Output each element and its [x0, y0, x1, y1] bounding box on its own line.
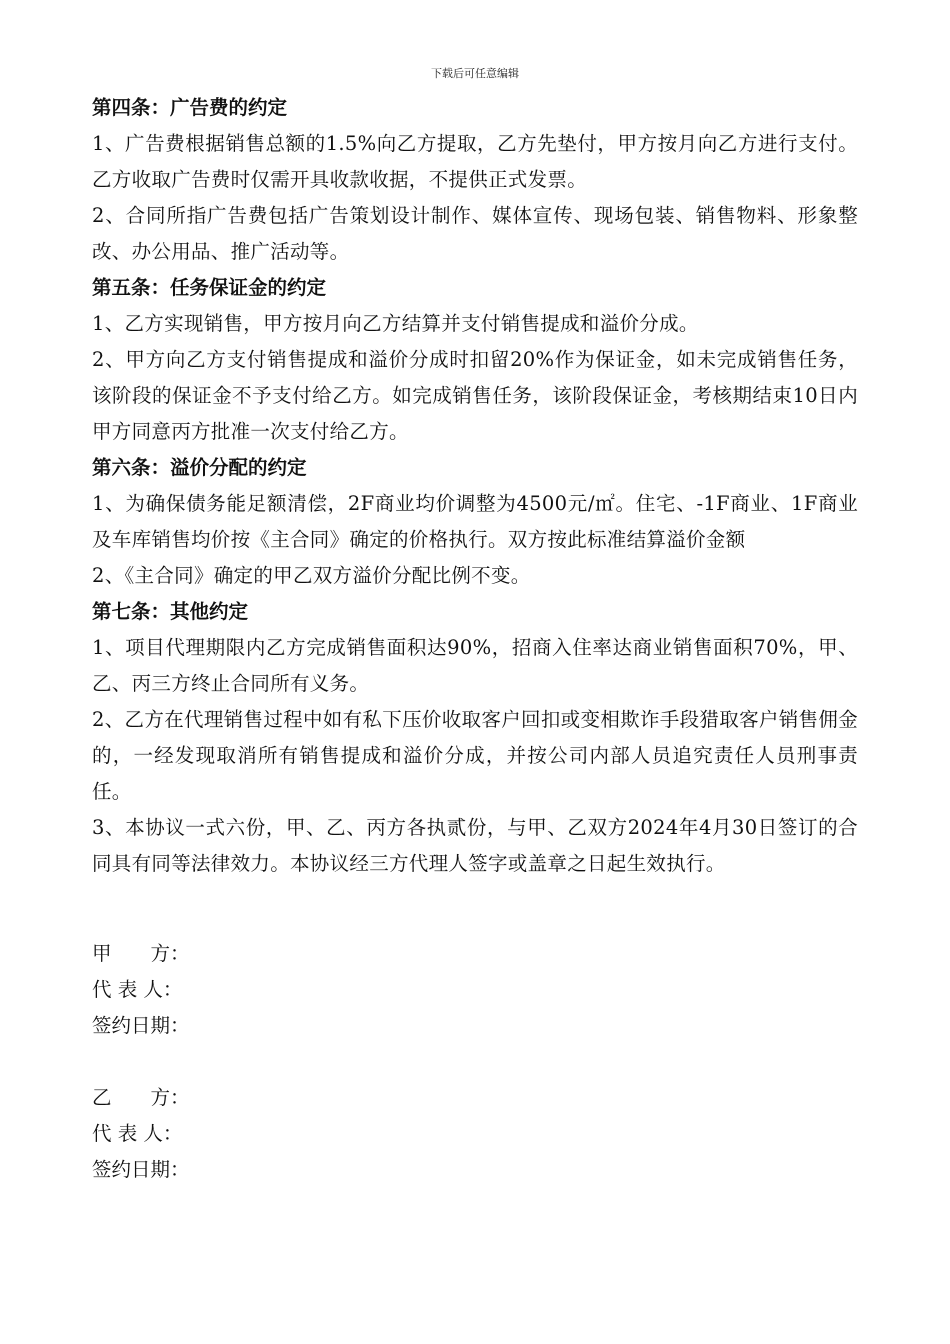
paragraph: 1、广告费根据销售总额的1.5%向乙方提取，乙方先垫付，甲方按月向乙方进行支付。乙方收取广告费时仅需开具收款收据，不提供正式发票。 [92, 132, 858, 191]
paragraph: 2、甲方向乙方支付销售提成和溢价分成时扣留20%作为保证金，如未完成销售任务，该阶段的保证金不予支付给乙方。如完成销售任务，该阶段保证金，考核期结束10日内甲方同意丙方批准一次支付给乙方。 [92, 348, 858, 443]
representative-label: 代 表 人： [92, 978, 183, 1001]
party-label: 甲 方： [92, 942, 190, 965]
section-heading: 第四条：广告费的约定 [92, 96, 288, 119]
section-article-4 [92, 90, 858, 270]
paragraph: 1、乙方实现销售，甲方按月向乙方结算并支付销售提成和溢价分成。 [92, 312, 699, 335]
page-header: 下载后可任意编辑 [431, 67, 519, 80]
section-heading: 第七条：其他约定 [92, 600, 249, 623]
section-article-5 [92, 270, 858, 450]
document-body [92, 90, 858, 1188]
paragraph: 2、合同所指广告费包括广告策划设计制作、媒体宣传、现场包装、销售物料、形象整改、办公用品、推广活动等。 [92, 204, 858, 263]
section-heading: 第六条：溢价分配的约定 [92, 456, 307, 479]
paragraph: 1、项目代理期限内乙方完成销售面积达90%，招商入住率达商业销售面积70%，甲、乙、丙三方终止合同所有义务。 [92, 636, 858, 695]
paragraph: 3、本协议一式六份，甲、乙、丙方各执贰份，与甲、乙双方2024年4月30日签订的合同具有同等法律效力。本协议经三方代理人签字或盖章之日起生效执行。 [92, 816, 858, 875]
paragraph: 1、为确保债务能足额清偿，2F商业均价调整为4500元/㎡。住宅、-1F商业、1F商业及车库销售均价按《主合同》确定的价格执行。双方按此标准结算溢价金额 [92, 492, 858, 551]
section-article-6 [92, 450, 858, 594]
section-article-7 [92, 594, 858, 882]
signature-block-party-a [92, 936, 858, 1044]
signature-block-party-b [92, 1080, 858, 1188]
paragraph: 2、乙方在代理销售过程中如有私下压价收取客户回扣或变相欺诈手段猎取客户销售佣金的，一经发现取消所有销售提成和溢价分成，并按公司内部人员追究责任人员刑事责任。 [92, 708, 858, 803]
representative-label: 代 表 人： [92, 1122, 183, 1145]
signing-date-label: 签约日期： [92, 1014, 190, 1037]
party-label: 乙 方： [92, 1086, 190, 1109]
section-heading: 第五条：任务保证金的约定 [92, 276, 327, 299]
signing-date-label: 签约日期： [92, 1158, 190, 1181]
paragraph: 2、《主合同》确定的甲乙双方溢价分配比例不变。 [92, 564, 531, 587]
